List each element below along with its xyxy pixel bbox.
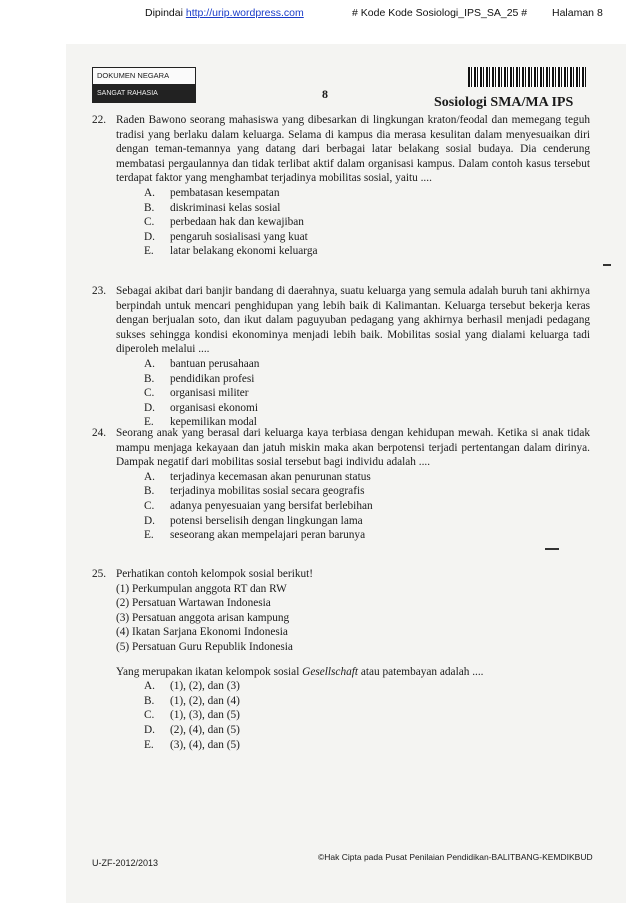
option — [144, 372, 590, 387]
option-text: pembatasan kesempatan — [170, 186, 280, 199]
option-letter: D. — [144, 514, 155, 527]
option-letter: B. — [144, 201, 155, 214]
question-24 — [92, 426, 590, 543]
option — [144, 201, 590, 216]
option-text: kepemilikan modal — [170, 416, 257, 429]
option-letter: C. — [144, 499, 155, 512]
question-23 — [92, 284, 590, 430]
prompt-text-end: atau patembayan adalah .... — [358, 665, 484, 678]
classification-box — [92, 67, 196, 103]
option-text: seseorang akan mempelajari peran barunya — [170, 529, 366, 542]
option-text: diskriminasi kelas sosial — [170, 201, 281, 214]
option-text: pendidikan profesi — [170, 372, 255, 385]
option — [144, 484, 590, 499]
option-text: organisasi militer — [170, 387, 249, 400]
option-letter: C. — [144, 387, 155, 400]
scan-credit — [145, 7, 304, 19]
option-letter: B. — [144, 485, 155, 498]
doc-label: DOKUMEN NEGARA — [93, 68, 195, 85]
question-number: 22. — [92, 114, 107, 126]
question-prompt — [116, 665, 590, 680]
prompt-text: Yang merupakan ikatan kelompok sosial — [116, 665, 303, 678]
option-text: (2), (4), dan (5) — [170, 723, 240, 736]
question-number: 25. — [92, 568, 107, 580]
option-text: (1), (2), dan (3) — [170, 680, 240, 693]
group-list — [116, 582, 590, 655]
group-item: (3) Persatuan anggota arisan kampung — [116, 611, 290, 624]
page-number: 8 — [322, 87, 328, 101]
option — [144, 708, 590, 723]
option — [144, 215, 590, 230]
option-list — [144, 357, 590, 430]
option-letter: E. — [144, 738, 154, 751]
option-letter: D. — [144, 230, 155, 243]
option-text: bantuan perusahaan — [170, 357, 260, 370]
option-letter: D. — [144, 723, 155, 736]
option-letter: C. — [144, 709, 155, 722]
question-number: 23. — [92, 285, 107, 297]
group-item: (2) Persatuan Wartawan Indonesia — [116, 597, 271, 610]
option-letter: E. — [144, 529, 154, 542]
scan-banner — [0, 0, 638, 24]
option — [144, 528, 590, 543]
option-text: terjadinya kecemasan akan penurunan status — [170, 470, 371, 483]
option-text: organisasi ekonomi — [170, 401, 258, 414]
option — [144, 694, 590, 709]
question-22 — [92, 113, 590, 259]
option-list — [144, 470, 590, 543]
option-text: pengaruh sosialisasi yang kuat — [170, 230, 308, 243]
option — [144, 186, 590, 201]
question-25 — [92, 567, 590, 752]
option-text: potensi berselisih dengan lingkungan lama — [170, 514, 363, 527]
option-letter: D. — [144, 401, 155, 414]
option-text: (3), (4), dan (5) — [170, 738, 240, 751]
option — [144, 499, 590, 514]
option-text: (1), (2), dan (4) — [170, 694, 240, 707]
option-letter: C. — [144, 216, 155, 229]
option-text: latar belakang ekonomi keluarga — [170, 245, 318, 258]
footer-copyright: ©Hak Cipta pada Pusat Penilaian Pendidikan-BALITBANG-KEMDIKBUD — [318, 852, 593, 862]
option-letter: A. — [144, 680, 155, 693]
question-stem: Raden Bawono seorang mahasiswa yang dibesarkan di lingkungan kraton/feodal dan memegang teguh tradisi yang berlaku dalam keluarga. Selama di kampus dia merasa kesulitan dalam menyesuaikan diri dengan teman-temannya yang datang dari berbagai latar belakang sosial budaya. Dia cenderung membatasi pergaulannya dan tidak terlibat aktif dalam organisasi kampus. Dalam contoh kasus tersebut terdapat faktor yang menghambat terjadinya mobilitas sosial, yaitu .... — [116, 114, 590, 185]
option-list — [144, 679, 590, 752]
option — [144, 723, 590, 738]
option — [144, 230, 590, 245]
footer-code: U-ZF-2012/2013 — [92, 858, 159, 868]
question-stem: Sebagai akibat dari banjir bandang di daerahnya, suatu keluarga yang semula adalah buruh tani akhirnya berpindah untuk mencari penghidupan yang lebih baik di Kalimantan. Keluarga tersebut bekerja keras dengan berjualan soto, dan ikut dalam paguyuban pedagang yang akhirnya berhasil menjadi pedagang sukses sehingga kondisi ekonominya menjadi lebih baik. Mobilitas sosial yang dialami keluarga tadi diperoleh melalui .... — [116, 285, 590, 356]
prompt-term: Gesellschaft — [302, 665, 359, 678]
option-letter: B. — [144, 694, 155, 707]
margin-mark — [603, 264, 611, 266]
option-letter: A. — [144, 186, 155, 199]
option — [144, 357, 590, 372]
option-text: terjadinya mobilitas sosial secara geografis — [170, 485, 365, 498]
group-item: (1) Perkumpulan anggota RT dan RW — [116, 582, 287, 595]
group-item: (4) Ikatan Sarjana Ekonomi Indonesia — [116, 626, 288, 639]
option — [144, 738, 590, 753]
scan-prefix: Dipindai — [145, 7, 183, 19]
barcode-icon — [468, 67, 586, 87]
option-text: (1), (3), dan (5) — [170, 709, 240, 722]
option — [144, 401, 590, 416]
option-letter: E. — [144, 245, 154, 258]
margin-mark — [545, 548, 559, 550]
scan-link[interactable]: http://urip.wordpress.com — [185, 7, 304, 19]
option-letter: E. — [144, 416, 154, 429]
option-text: perbedaan hak dan kewajiban — [170, 216, 304, 229]
subject-title: Sosiologi SMA/MA IPS — [434, 95, 574, 110]
document-code: # Kode Kode Sosiologi_IPS_SA_25 # — [352, 7, 528, 19]
question-number: 24. — [92, 427, 107, 439]
option-text: adanya penyesuaian yang bersifat berlebihan — [170, 499, 373, 512]
option-letter: A. — [144, 357, 155, 370]
question-stem: Seorang anak yang berasal dari keluarga kaya terbiasa dengan kehidupan mewah. Ketika si anak tidak mampu menjaga kekayaan dan jatuh miskin maka akan berpotensi terjadi pertentangan dalam dirinya. Dampak negatif dari mobilitas sosial tersebut bagi individu adalah .... — [116, 427, 590, 469]
option-list — [144, 186, 590, 259]
group-item: (5) Persatuan Guru Republik Indonesia — [116, 640, 293, 653]
option-letter: A. — [144, 470, 155, 483]
question-stem: Perhatikan contoh kelompok sosial berikut! — [116, 568, 314, 580]
option-letter: B. — [144, 372, 155, 385]
secrecy-label: SANGAT RAHASIA — [93, 85, 195, 102]
page-indicator: Halaman 8 — [552, 7, 603, 19]
option — [144, 679, 590, 694]
option — [144, 386, 590, 401]
option — [144, 244, 590, 259]
option — [144, 470, 590, 485]
option — [144, 514, 590, 529]
